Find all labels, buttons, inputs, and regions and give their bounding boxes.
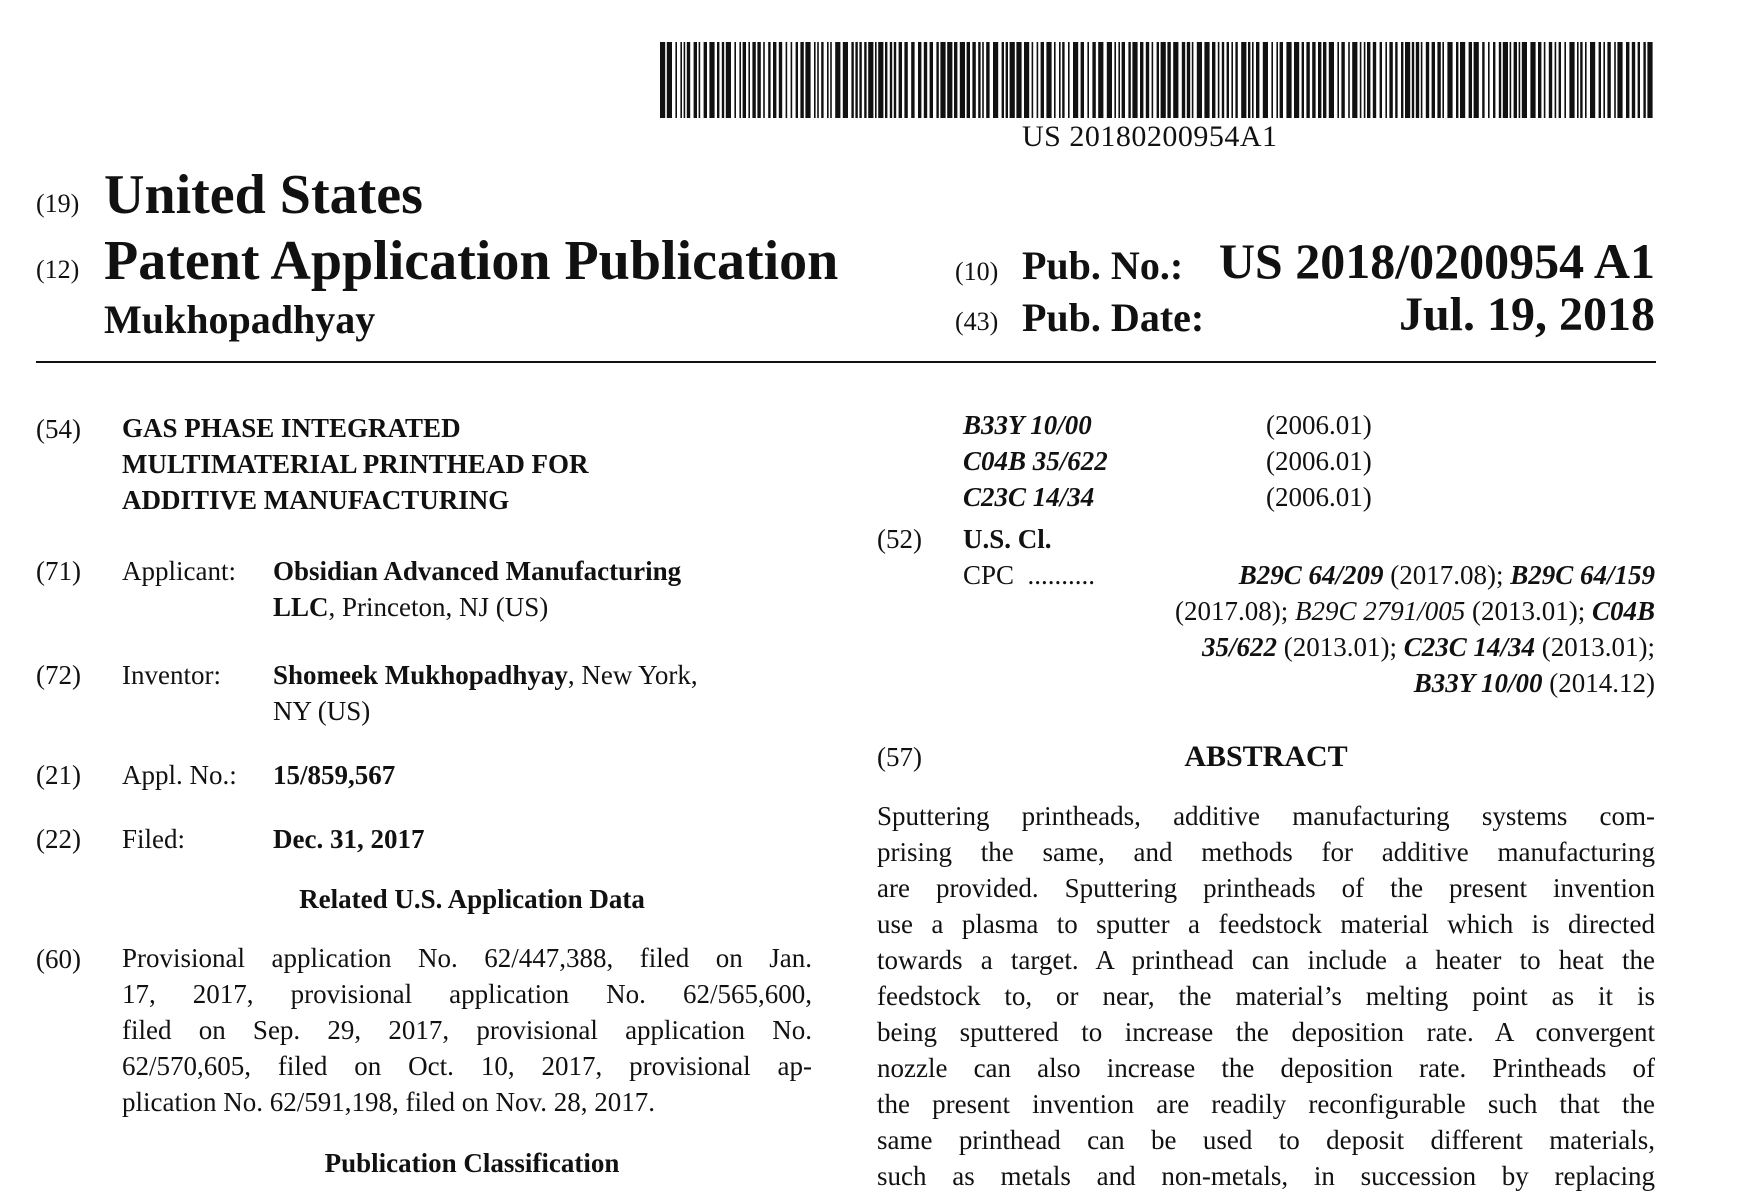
abstract-line: nozzle can also increase the deposition rate. Printheads of — [877, 1053, 1655, 1083]
country-code: (19) — [36, 189, 80, 218]
barcode-bar — [1302, 42, 1304, 118]
cpc-code: 35/622 — [1201, 632, 1277, 662]
applicant-name-line-2 — [273, 592, 548, 623]
barcode-bar — [757, 42, 760, 118]
barcode-bar — [763, 42, 765, 118]
header-rule — [36, 361, 1656, 363]
barcode-bar — [1643, 42, 1645, 118]
barcode-bar — [1024, 42, 1029, 118]
pub-date-code: (43) — [955, 307, 999, 336]
barcode-bar — [734, 42, 736, 118]
filed-code: (22) — [36, 824, 81, 854]
cpc-code: C23C 14/34 — [1403, 632, 1536, 662]
int-cl-code: C23C 14/34 — [963, 482, 1095, 512]
barcode-bar — [1405, 42, 1410, 118]
barcode-bar — [687, 42, 690, 118]
barcode-bar — [786, 42, 788, 118]
barcode-bar — [972, 42, 975, 118]
barcode-bar — [1626, 42, 1629, 118]
barcode-bar — [1276, 42, 1278, 118]
pub-no-label: Pub. No.: — [1022, 243, 1184, 288]
barcode-bar — [1549, 42, 1552, 118]
barcode-bar — [875, 42, 877, 118]
barcode-bar — [1128, 42, 1130, 118]
abstract-line: the present invention are readily reconfigurable such that the — [877, 1089, 1655, 1119]
abstract-heading: ABSTRACT — [1184, 740, 1348, 773]
barcode-bar — [1395, 42, 1397, 118]
barcode-bar — [739, 42, 741, 118]
barcode-bar — [904, 42, 907, 118]
barcode-bar — [1564, 42, 1566, 118]
cpc-version: (2014.12) — [1542, 668, 1655, 698]
barcode-bar — [1140, 42, 1143, 118]
barcode-bar — [954, 42, 957, 118]
pub-date: Jul. 19, 2018 — [1398, 288, 1655, 341]
barcode-bar — [1432, 42, 1435, 118]
provisional-text — [122, 940, 812, 1120]
inventor-label: Inventor: — [122, 660, 221, 690]
barcode-bar — [924, 42, 927, 118]
filed-value: Dec. 31, 2017 — [273, 824, 425, 854]
barcode-bar — [1442, 42, 1444, 118]
barcode-bar — [1032, 42, 1034, 118]
abstract-line: feedstock to, or near, the material’s melting point as it is — [877, 981, 1655, 1011]
barcode-bar — [1098, 42, 1103, 118]
barcode-bar — [1530, 42, 1535, 118]
abstract-line: being sputtered to increase the deposition rate. A convergent — [877, 1017, 1655, 1047]
barcode-bar — [748, 42, 750, 118]
barcode-bar — [868, 42, 873, 118]
barcode-bar — [1122, 42, 1125, 118]
provisional-line: 17, 2017, provisional application No. 62/565,600, — [122, 979, 812, 1009]
provisional-line: Provisional application No. 62/447,388, filed on Jan. — [122, 943, 812, 973]
barcode-bar — [1212, 42, 1215, 118]
pub-type: Patent Application Publication — [104, 230, 839, 292]
barcode-bar — [1002, 42, 1004, 118]
barcode-bar — [1146, 42, 1149, 118]
barcode-bar — [675, 42, 677, 118]
barcode-bar — [930, 42, 933, 118]
barcode-bar — [800, 42, 803, 118]
barcode-bar — [1555, 42, 1557, 118]
abstract-line: are provided. Sputtering printheads of the present invention — [877, 873, 1655, 903]
barcode-bar — [1187, 42, 1190, 118]
barcode-bar — [986, 42, 989, 118]
cpc-line — [1239, 560, 1655, 591]
title-line: GAS PHASE INTEGRATED — [122, 413, 461, 443]
applicant-location: , Princeton, NJ (US) — [328, 592, 549, 622]
barcode-bar — [1603, 42, 1605, 118]
barcode-bar — [709, 42, 714, 118]
inventor-entry — [273, 660, 698, 691]
cpc-version: (2013.01); — [1277, 632, 1404, 662]
barcode-bar — [1222, 42, 1224, 118]
barcode-bar — [1421, 42, 1423, 118]
barcode-bar — [1514, 42, 1517, 118]
barcode-bar — [1059, 42, 1061, 118]
barcode-bar — [1380, 42, 1382, 118]
applicant-name: Obsidian Advanced Manufacturing — [273, 556, 682, 586]
cpc-line — [1414, 668, 1655, 699]
barcode-bar — [911, 42, 914, 118]
barcode-bar — [960, 42, 965, 118]
barcode-bar — [1280, 42, 1283, 118]
barcode-bar — [1460, 42, 1465, 118]
barcode-bar — [1068, 42, 1070, 118]
inventor-name: Shomeek Mukhopadhyay — [273, 660, 568, 690]
barcode-bar — [1087, 42, 1089, 118]
pub-type-code: (12) — [36, 255, 80, 284]
barcode-bar — [1118, 42, 1120, 118]
barcode-bar — [1647, 42, 1652, 118]
barcode-bar — [1607, 42, 1610, 118]
barcode-bar — [1373, 42, 1376, 118]
barcode-bar — [667, 42, 672, 118]
barcode-bar — [796, 42, 798, 118]
barcode-bar — [1559, 42, 1561, 118]
barcode-bar — [814, 42, 816, 118]
barcode-bar — [704, 42, 707, 118]
us-cl-label: U.S. Cl. — [963, 524, 1052, 554]
barcode-bar — [1062, 42, 1064, 118]
barcode-bar — [821, 42, 823, 118]
barcode-bar — [1157, 42, 1159, 118]
barcode-bar — [1412, 42, 1414, 118]
barcode-bar — [1437, 42, 1440, 118]
title-line: MULTIMATERIAL PRINTHEAD FOR — [122, 449, 589, 479]
barcode-bar — [1493, 42, 1495, 118]
barcode-bar — [1469, 42, 1472, 118]
cpc-label-text: CPC — [963, 560, 1015, 590]
title-code: (54) — [36, 414, 81, 444]
barcode-bar — [1585, 42, 1587, 118]
cpc-version: (2017.08); — [1383, 560, 1511, 590]
cpc-code: B29C 64/209 — [1238, 560, 1384, 590]
barcode-bar — [1252, 42, 1254, 118]
barcode-bar — [1323, 42, 1326, 118]
barcode-bar — [1352, 42, 1357, 118]
barcode-bar — [843, 42, 848, 118]
applicant-label: Applicant: — [122, 556, 236, 586]
barcode-bar — [817, 42, 819, 118]
pub-no-code: (10) — [955, 257, 999, 286]
abstract-line: Sputtering printheads, additive manufacturing systems com- — [877, 801, 1655, 831]
publication-classification-heading: Publication Classification — [324, 1148, 620, 1178]
cpc-code: B29C 64/159 — [1510, 560, 1655, 590]
barcode-bar — [1227, 42, 1229, 118]
barcode-bar — [1577, 42, 1579, 118]
barcode-bar — [1306, 42, 1309, 118]
barcode-bar — [1006, 42, 1008, 118]
barcode-bar — [1503, 42, 1508, 118]
barcode-bar — [851, 42, 853, 118]
barcode-bar — [885, 42, 887, 118]
pub-no: US 2018/0200954 A1 — [1218, 233, 1655, 289]
related-data-heading: Related U.S. Application Data — [299, 884, 645, 914]
barcode-bar — [1107, 42, 1112, 118]
country-name: United States — [104, 164, 423, 226]
inventor-short-name: Mukhopadhyay — [104, 297, 376, 342]
barcode-bar — [1231, 42, 1233, 118]
appl-no-code: (21) — [36, 760, 81, 790]
int-cl-code: B33Y 10/00 — [963, 410, 1092, 440]
provisional-code: (60) — [36, 944, 81, 974]
appl-no-label: Appl. No.: — [122, 760, 237, 790]
barcode-bar — [1482, 42, 1484, 118]
abstract-line: use a plasma to sputter a feedstock material which is directed — [877, 909, 1655, 939]
barcode-bar — [1318, 42, 1321, 118]
barcode-bar — [1182, 42, 1185, 118]
abstract-line: towards a target. A printhead can include a heater to heat the — [877, 945, 1655, 975]
cpc-version: (2013.01); — [1465, 596, 1592, 626]
barcode-bar — [1617, 42, 1622, 118]
cpc-version: (2017.08); — [1174, 596, 1295, 626]
barcode-bar — [1204, 42, 1209, 118]
cpc-code: B33Y 10/00 — [1413, 668, 1543, 698]
barcode-bar — [936, 42, 938, 118]
barcode-bar — [918, 42, 921, 118]
barcode-bar — [1167, 42, 1170, 118]
barcode-bar — [1161, 42, 1166, 118]
barcode-bar — [1041, 42, 1044, 118]
barcode-bar — [717, 42, 719, 118]
barcode-bar — [694, 42, 697, 118]
barcode-bar — [1046, 42, 1051, 118]
barcode-bar — [680, 42, 682, 118]
barcode-bar — [978, 42, 980, 118]
barcode-bar — [982, 42, 984, 118]
barcode-bar — [1256, 42, 1259, 118]
barcode-bar — [1519, 42, 1521, 118]
provisional-line: plication No. 62/591,198, filed on Nov. 28, 2017. — [122, 1087, 655, 1117]
barcode-bar — [1010, 42, 1015, 118]
barcode-bar — [1341, 42, 1344, 118]
barcode-bar — [660, 42, 665, 118]
barcode-bar — [743, 42, 746, 118]
abstract-text — [877, 798, 1655, 1194]
barcode-bar — [947, 42, 952, 118]
barcode-bar — [855, 42, 857, 118]
barcode-bar — [1385, 42, 1387, 118]
barcode-bar — [835, 42, 840, 118]
int-cl-version: (2006.01) — [1266, 482, 1372, 512]
barcode-bar — [1092, 42, 1095, 118]
barcode-bar — [773, 42, 776, 118]
barcode-bar — [1447, 42, 1452, 118]
barcode-bar — [1426, 42, 1429, 118]
abstract-code: (57) — [877, 742, 922, 772]
us-cl-code: (52) — [877, 524, 922, 554]
barcode-bar — [726, 42, 731, 118]
barcode-bar — [830, 42, 832, 118]
abstract-line: such as metals and non-metals, in succession by replacing — [877, 1161, 1655, 1191]
int-cl-version: (2006.01) — [1266, 446, 1372, 476]
applicant-code: (71) — [36, 556, 81, 586]
barcode-bar — [722, 42, 724, 118]
cpc-line — [1202, 632, 1655, 663]
barcode-bar — [805, 42, 810, 118]
applicant-name-suffix: LLC — [273, 592, 329, 622]
barcode-bar — [1241, 42, 1246, 118]
barcode-bar — [1367, 42, 1370, 118]
barcode-bar — [1389, 42, 1392, 118]
barcode-bar — [1073, 42, 1078, 118]
barcode-bar — [1037, 42, 1039, 118]
barcode-bar — [1235, 42, 1237, 118]
barcode-bar — [1401, 42, 1403, 118]
barcode-bar — [1152, 42, 1154, 118]
barcode-bar — [1218, 42, 1220, 118]
int-cl-code: C04B 35/622 — [963, 446, 1108, 476]
barcode-bar — [1173, 42, 1178, 118]
barcode-bar — [899, 42, 902, 118]
barcode-bar — [878, 42, 883, 118]
cpc-label — [963, 560, 1095, 591]
barcode-bar — [859, 42, 861, 118]
barcode-bar — [1271, 42, 1273, 118]
barcode-bar — [993, 42, 998, 118]
barcode-bar — [752, 42, 755, 118]
barcode-bar — [864, 42, 866, 118]
barcode-bar — [1499, 42, 1501, 118]
barcode-bar — [1488, 42, 1490, 118]
barcode-bar — [1192, 42, 1194, 118]
barcode-bar — [940, 42, 945, 118]
barcode-bar — [1456, 42, 1458, 118]
barcode-bar — [1337, 42, 1339, 118]
barcode-bar — [1016, 42, 1021, 118]
barcode-bar — [779, 42, 782, 118]
title-line: ADDITIVE MANUFACTURING — [122, 485, 510, 515]
appl-no-value: 15/859,567 — [273, 760, 396, 790]
barcode-bar — [1474, 42, 1479, 118]
barcode-bar — [1114, 42, 1116, 118]
cpc-code: B29C 2791/005 — [1294, 596, 1466, 626]
barcode-bar — [1263, 42, 1268, 118]
inventor-location: , New York, — [567, 660, 698, 690]
inventor-location-line-2: NY (US) — [273, 696, 371, 726]
barcode — [660, 42, 1655, 118]
cpc-version: (2013.01); — [1535, 632, 1655, 662]
barcode-bar — [1580, 42, 1582, 118]
barcode-bar — [1544, 42, 1546, 118]
cpc-leader-dots: .......... — [1027, 560, 1096, 590]
barcode-bar — [1197, 42, 1202, 118]
barcode-bar — [791, 42, 793, 118]
abstract-line: prising the same, and methods for additive manufacturing — [877, 837, 1655, 867]
barcode-bar — [699, 42, 701, 118]
barcode-bar — [1360, 42, 1362, 118]
barcode-bar — [1416, 42, 1419, 118]
barcode-bar — [1348, 42, 1350, 118]
barcode-number: US 20180200954A1 — [1022, 120, 1278, 153]
barcode-bar — [1614, 42, 1616, 118]
barcode-bar — [1312, 42, 1315, 118]
filed-label: Filed: — [122, 824, 186, 854]
barcode-bar — [1510, 42, 1512, 118]
barcode-bar — [1599, 42, 1601, 118]
provisional-line: filed on Sep. 29, 2017, provisional application No. — [122, 1015, 812, 1045]
barcode-bar — [1638, 42, 1640, 118]
barcode-bar — [1054, 42, 1056, 118]
barcode-bar — [1132, 42, 1137, 118]
barcode-bar — [1538, 42, 1541, 118]
barcode-bar — [1286, 42, 1291, 118]
inventor-code: (72) — [36, 660, 81, 690]
abstract-line: same printhead can be used to deposit different materials, — [877, 1125, 1655, 1155]
barcode-bar — [1364, 42, 1366, 118]
provisional-line: 62/570,605, filed on Oct. 10, 2017, provisional ap- — [122, 1051, 812, 1081]
barcode-bar — [1522, 42, 1527, 118]
barcode-bar — [1632, 42, 1635, 118]
barcode-bar — [1248, 42, 1250, 118]
int-cl-version: (2006.01) — [1266, 410, 1372, 440]
barcode-bar — [1590, 42, 1595, 118]
invention-title — [122, 410, 822, 518]
barcode-bar — [1081, 42, 1084, 118]
barcode-bar — [967, 42, 970, 118]
barcode-bar — [684, 42, 686, 118]
cpc-code: C04B — [1591, 596, 1655, 626]
barcode-bar — [827, 42, 829, 118]
cpc-line — [1175, 596, 1655, 627]
barcode-bar — [1569, 42, 1574, 118]
barcode-bar — [890, 42, 892, 118]
barcode-bar — [894, 42, 896, 118]
pub-date-label: Pub. Date: — [1022, 295, 1205, 340]
barcode-bar — [768, 42, 770, 118]
barcode-bar — [1329, 42, 1334, 118]
barcode-bar — [1294, 42, 1299, 118]
